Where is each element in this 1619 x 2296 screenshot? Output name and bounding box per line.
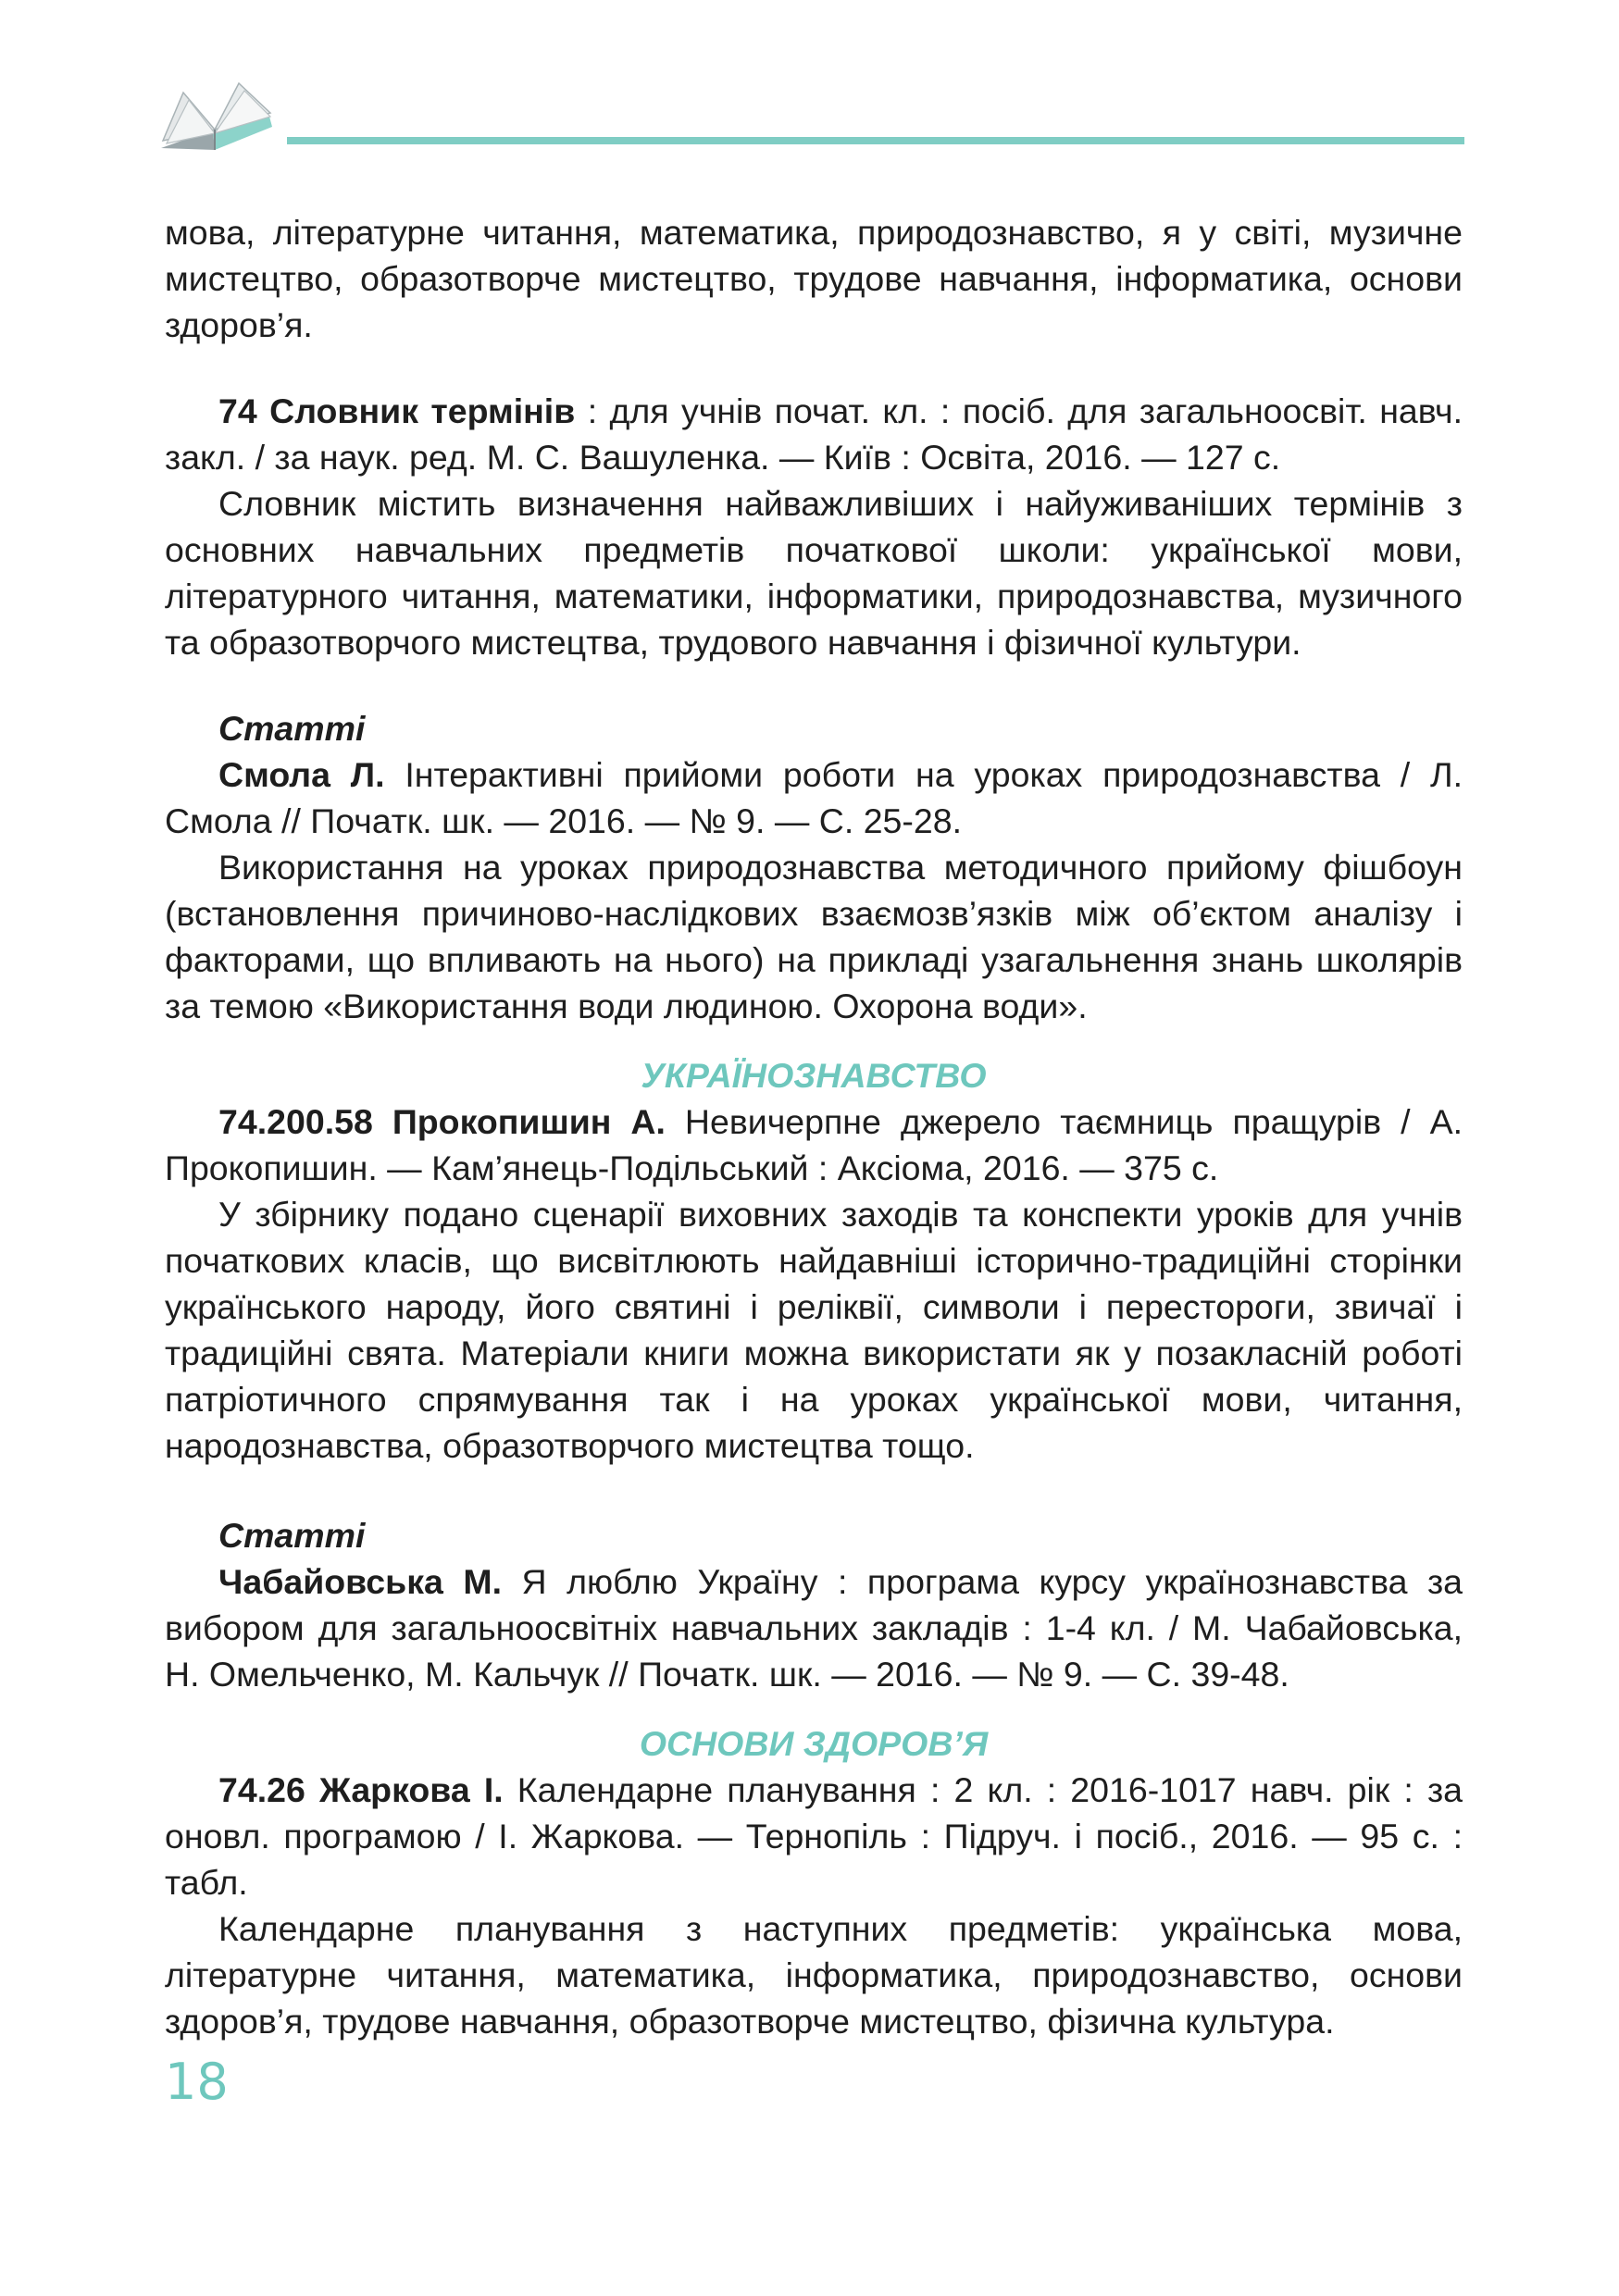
paragraph [165, 751, 1463, 844]
subheading: Статті [218, 709, 366, 748]
section-heading: УКРАЇНОЗНАВСТВО [641, 1056, 987, 1095]
paragraph [165, 844, 1463, 1029]
bold-term: Смола Л. [218, 755, 385, 794]
text-run: Невичерпне джерело таємниць пращурів / А. Прокопишин. — Кам’янець-Подільський : Аксіома, 2016. — 375 с. [165, 1102, 1463, 1187]
paragraph [165, 480, 1463, 665]
paragraph [165, 1767, 1463, 1905]
text-run: Календарне планування : 2 кл. : 2016-1017 навч. рік : за оновл. програмою / І. Жаркова. — Тернопіль : Підруч. і посіб., 2016. — 95 с. : табл. [165, 1770, 1463, 1902]
text-run: : для учнів почат. кл. : посіб. для загальноосвіт. навч. закл. / за наук. ред. М. С. Вашуленка. — Київ : Освіта, 2016. — 127 с. [165, 391, 1463, 477]
subheading: Статті [218, 1516, 366, 1555]
section-heading: ОСНОВИ ЗДОРОВ’Я [639, 1724, 989, 1763]
text-run: мова, літературне читання, математика, природознавство, я у світі, музичне мистецтво, образотворче мистецтво, трудове навчання, інформатика, основи здоров’я. [165, 213, 1463, 344]
paragraph [165, 1905, 1463, 2044]
page-number: 18 [165, 2053, 229, 2111]
paragraph [165, 1191, 1463, 1469]
open-book-icon [157, 76, 278, 164]
paragraph [165, 388, 1463, 480]
page-content [165, 209, 1463, 2044]
text-run: Інтерактивні прийоми роботи на уроках природознавства / Л. Смола // Почaтк. шк. — 2016. — № 9. — С. 25-28. [165, 755, 1463, 840]
text-run: Використання на уроках природознавства методичного прийому фішбоун (встановлення причиново-наслідкових взаємозв’язків між об’єктом аналізу і факторами, що впливають на нього) на прикладі узагальнення знань школярів за темою «Використання води людиною. Охорона води». [165, 848, 1463, 1025]
text-run: Календарне планування з наступних предметів: українська мова, літературне читання, математика, інформатика, природознавство, основи здоров’я, трудове навчання, образотворче мистецтво, фізична культура. [165, 1909, 1463, 2041]
text-run: Я люблю Україну : програма курсу українознавства за вибором для загальноосвітніх навчальних закладів : 1-4 кл. / М. Чабайовська, Н. Омельченко, М. Кальчук // Почaтк. шк. — 2016. — № 9. — С. 39-48. [165, 1562, 1463, 1694]
bold-term: 74.200.58 Прокопишин А. [218, 1102, 666, 1141]
bold-term: Чабайовська М. [218, 1562, 502, 1601]
paragraph [165, 1098, 1463, 1191]
header-rule [287, 137, 1464, 144]
bold-term: 74 Словник термінів [218, 391, 576, 430]
bold-term: 74.26 Жаркова І. [218, 1770, 504, 1809]
text-run: У збірнику подано сценарії виховних заходів та конспекти уроків для учнів початкових класів, що висвітлюють найдавніші історично-традиційні сторінки українського народу, його святині і реліквії, символи і перестороги, звичаї і традиційні свята. Матеріали книги можна використати як у позакласній роботі патріотичного спрямування так і на уроках української мови, читання, народознавства, образотворчого мистецтва тощо. [165, 1195, 1463, 1465]
text-run: Словник містить визначення найважливіших і найуживаніших термінів з основних навчальних предметів початкової школи: української мови, літературного читання, математики, інформатики, природознавства, музичного та образотворчого мистецтва, трудового навчання і фізичної культури. [165, 484, 1463, 662]
paragraph [165, 209, 1463, 348]
paragraph [165, 1558, 1463, 1697]
